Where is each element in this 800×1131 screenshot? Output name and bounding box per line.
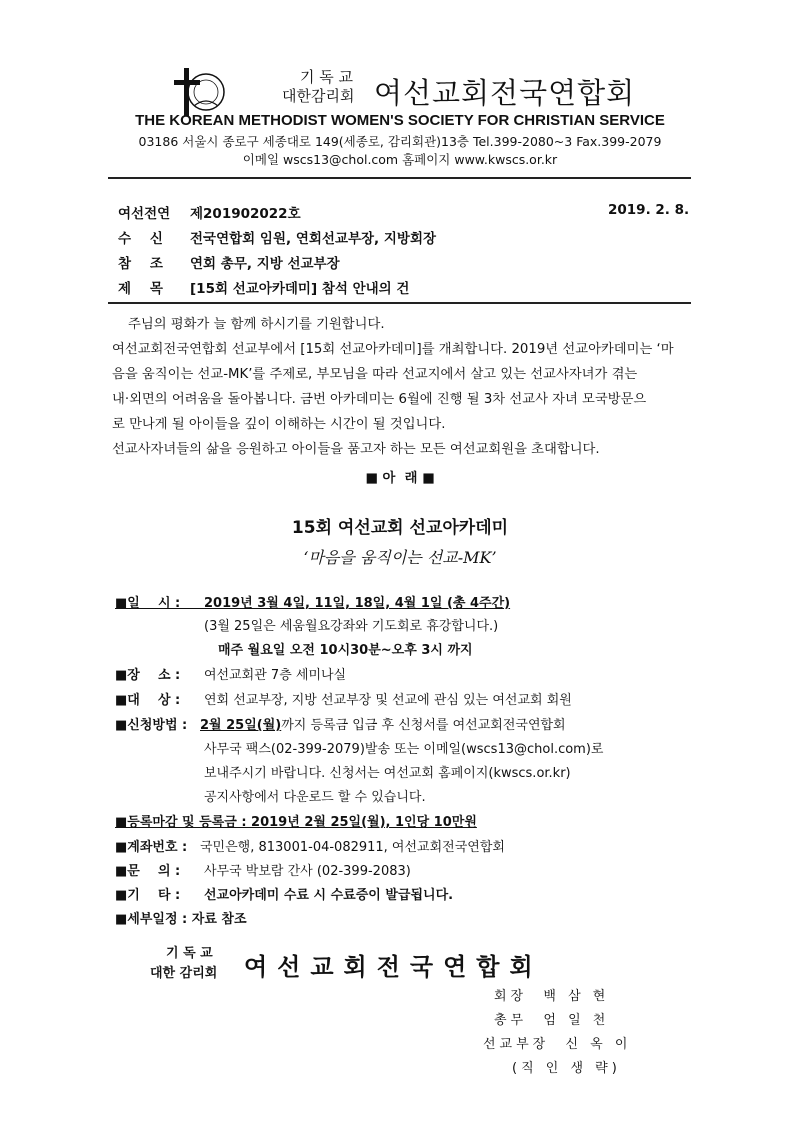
date-label: ■일 시 : <box>115 596 181 611</box>
apply-line4: 공지사항에서 다운로드 할 수 있습니다. <box>204 790 426 805</box>
org-name: 여선교회전국연합회 <box>374 76 636 110</box>
english-name: THE KOREAN METHODIST WOMEN'S SOCIETY FOR CHRISTIAN SERVICE <box>135 112 665 129</box>
inquiry-label: ■문 의 : <box>115 864 181 879</box>
etc-value: 선교아카데미 수료 시 수료증이 발급됩니다. <box>204 888 454 903</box>
sig-mission-director: 선교부장 신 옥 이 <box>483 1037 632 1052</box>
cross-logo-icon <box>172 66 228 118</box>
contact: 이메일 wscs13@chol.com 홈페이지 www.kwscs.or.kr <box>242 152 558 167</box>
below-heading: ■ 아 래 ■ <box>365 471 435 486</box>
doc-number: 제201902022호 <box>190 206 301 222</box>
date-value: 2019년 3월 4일, 11일, 18일, 4월 1일 (총 4주간) <box>204 596 511 611</box>
date-label-underline <box>115 608 205 609</box>
event-subtitle: ‘마음을 움직이는 선교-MK’ <box>303 548 497 567</box>
body-greeting: 주님의 평화가 늘 함께 하시기를 기원합니다. <box>128 317 385 332</box>
place-value: 여선교회관 7층 세미나실 <box>204 668 347 683</box>
account-label: ■계좌번호 : <box>115 840 188 855</box>
schedule-info: ■세부일정 : 자료 참조 <box>115 912 247 927</box>
sig-org-line2: 대한 감리회 <box>150 966 218 981</box>
sig-seal-omitted: (직 인 생 략) <box>512 1061 621 1076</box>
to-label: 수 신 <box>118 231 163 247</box>
account-value: 국민은행, 813001-04-082911, 여선교회전국연합회 <box>200 840 505 855</box>
body-para-line2: 음을 움직이는 선교-MK’를 주제로, 부모님을 따라 선교지에서 살고 있는 선교사자녀가 겪는 <box>112 367 638 382</box>
target-value: 연회 선교부장, 지방 선교부장 및 선교에 관심 있는 여선교회 회원 <box>204 693 572 708</box>
doc-label: 여선전연 <box>118 206 171 222</box>
apply-line1 <box>200 714 566 733</box>
apply-line1-rest: 까지 등록금 입금 후 신청서를 여선교회전국연합회 <box>281 718 566 733</box>
doc-date: 2019. 2. 8. <box>608 202 690 218</box>
body-para-line1: 여선교회전국연합회 선교부에서 [15회 선교아카데미]를 개최합니다. 2019년 선교아카데미는 ‘마 <box>112 342 674 357</box>
inquiry-value: 사무국 박보람 간사 (02-399-2083) <box>204 864 411 879</box>
apply-deadline: 2월 25일(월) <box>200 718 282 733</box>
body-para-line3: 내·외면의 어려움을 돌아봅니다. 금번 아카데미는 6월에 진행 될 3차 선교사 자녀 모국방문으 <box>112 392 647 407</box>
etc-label: ■기 타 : <box>115 888 181 903</box>
meta-rule <box>108 302 691 304</box>
fee-info: ■등록마감 및 등록금 : 2019년 2월 25일(월), 1인당 10만원 <box>115 815 477 830</box>
body-para-line4: 로 만나게 될 아이들을 깊이 이해하는 시간이 될 것입니다. <box>112 417 446 432</box>
place-label: ■장 소 : <box>115 668 181 683</box>
sig-general-secretary: 총무 엄 일 천 <box>494 1013 610 1028</box>
subject-label: 제 목 <box>118 281 163 297</box>
address: 03186 서울시 종로구 세종대로 149(세종로, 감리회관)13층 Tel.399-2080~3 Fax.399-2079 <box>138 134 662 149</box>
subject-value: [15회 선교아카데미] 참석 안내의 건 <box>190 281 410 297</box>
event-time: 매주 월요일 오전 10시30분~오후 3시 까지 <box>218 643 473 658</box>
sig-org-line1: 기 독 교 <box>166 946 213 961</box>
cc-label: 참 조 <box>118 256 163 272</box>
sig-president: 회장 백 삼 현 <box>494 989 610 1004</box>
date-note: (3월 25일은 세움월요강좌와 기도회로 휴강합니다.) <box>204 619 499 634</box>
cc-value: 연회 총무, 지방 선교부장 <box>190 256 340 272</box>
apply-line3: 보내주시기 바랍니다. 신청서는 여선교회 홈페이지(kwscs.or.kr) <box>204 766 571 781</box>
target-label: ■대 상 : <box>115 693 181 708</box>
event-title: 15회 여선교회 선교아카데미 <box>291 518 509 538</box>
apply-line2: 사무국 팩스(02-399-2079)발송 또는 이메일(wscs13@chol.com)로 <box>204 742 604 757</box>
to-value: 전국연합회 임원, 연회선교부장, 지방회장 <box>190 231 437 247</box>
org-line2: 대한감리회 <box>282 87 355 105</box>
sig-org-name: 여선교회전국연합회 <box>244 953 543 981</box>
body-invitation: 선교사자녀들의 삶을 응원하고 아이들을 품고자 하는 모든 여선교회원을 초대합니다. <box>112 442 600 457</box>
apply-label: ■신청방법 : <box>115 718 188 733</box>
org-line1: 기 독 교 <box>300 68 354 86</box>
header-rule <box>108 177 691 179</box>
